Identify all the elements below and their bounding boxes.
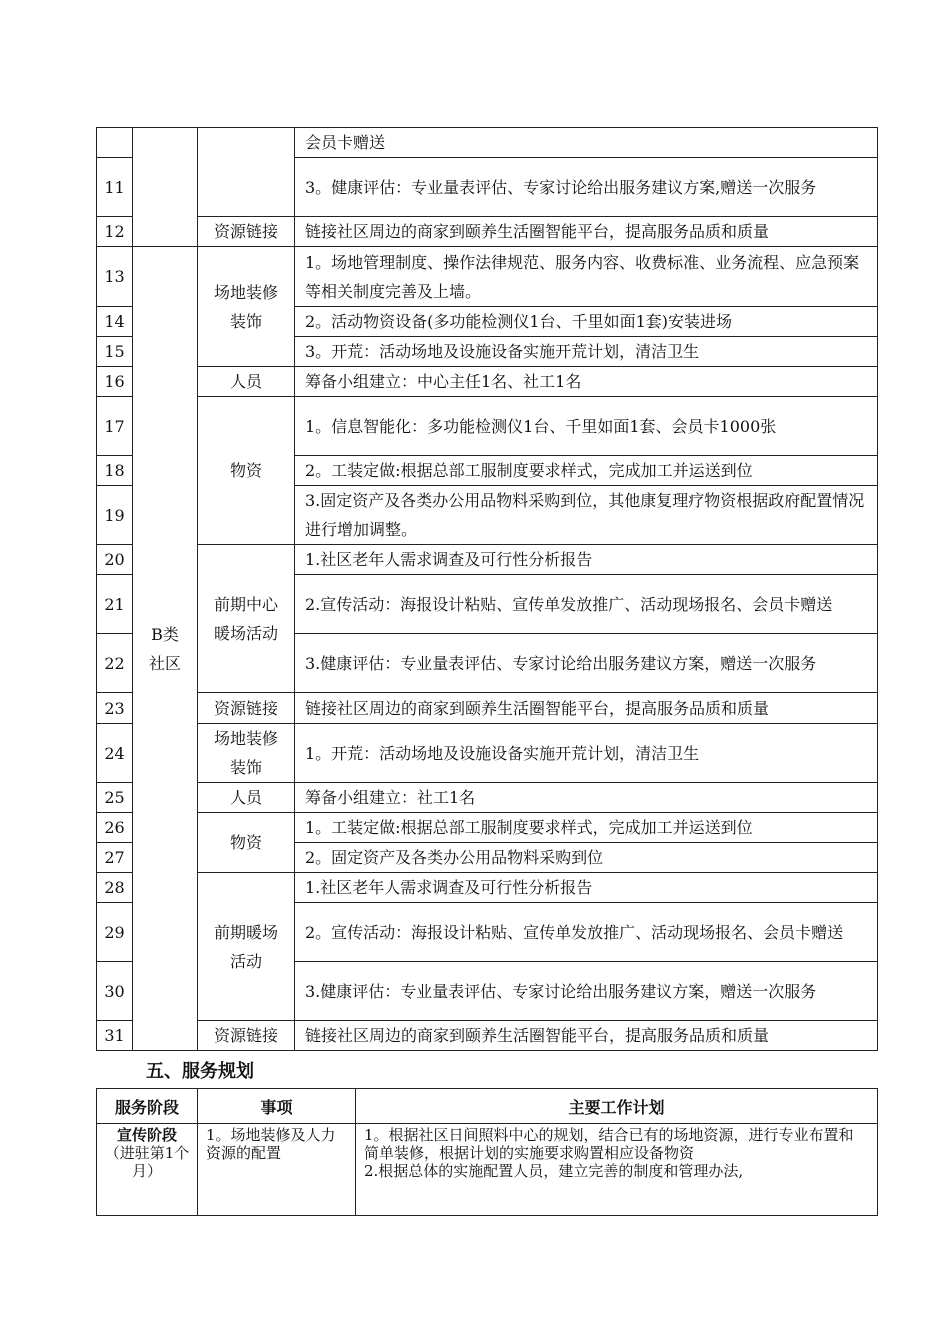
row-number: 14 (97, 307, 133, 337)
row-description: 1。信息智能化：多功能检测仪1台、千里如面1套、会员卡1000张 (295, 397, 878, 456)
row-number: 28 (97, 873, 133, 903)
row-description: 1。工装定做:根据总部工服制度要求样式，完成加工并运送到位 (295, 813, 878, 843)
row-description: 2。活动物资设备(多功能检测仪1台、千里如面1套)安装进场 (295, 307, 878, 337)
category-supplies: 物资 (198, 813, 295, 873)
row-number: 24 (97, 724, 133, 783)
row-number (97, 128, 133, 158)
category-supplies: 物资 (198, 397, 295, 545)
service-plan-table (96, 1088, 878, 1216)
row-number: 18 (97, 456, 133, 486)
category-early-line2: 暖场活动 (213, 623, 278, 643)
row-number: 15 (97, 337, 133, 367)
category-resource-link: 资源链接 (198, 693, 295, 724)
row-description: 链接社区周边的商家到颐养生活圈智能平台，提高服务品质和质量 (295, 693, 878, 724)
row-description: 3。健康评估：专业量表评估、专家讨论给出服务建议方案,赠送一次服务 (295, 158, 878, 217)
row-description: 1。场地管理制度、操作法律规范、服务内容、收费标准、业务流程、应急预案等相关制度完善及上墙。 (295, 247, 878, 307)
category-staff: 人员 (198, 783, 295, 813)
row-description: 1.社区老年人需求调查及可行性分析报告 (295, 545, 878, 575)
category-venue-c (198, 724, 295, 783)
category-warm-line1: 前期暖场 (213, 922, 278, 942)
category-cell-blank (198, 128, 295, 217)
row-description: 1.社区老年人需求调查及可行性分析报告 (295, 873, 878, 903)
row-description: 链接社区周边的商家到颐养生活圈智能平台，提高服务品质和质量 (295, 1021, 878, 1051)
row-description: 1。开荒：活动场地及设施设备实施开荒计划，清洁卫生 (295, 724, 878, 783)
group-b-line2: 社区 (148, 653, 181, 673)
row-number: 21 (97, 575, 133, 634)
stage-cell (97, 1124, 198, 1216)
row-number: 20 (97, 545, 133, 575)
header-plan: 主要工作计划 (356, 1089, 878, 1124)
category-venue-line2: 装饰 (229, 311, 262, 331)
row-number: 27 (97, 843, 133, 873)
row-number: 29 (97, 903, 133, 962)
row-description: 3.健康评估：专业量表评估、专家讨论给出服务建议方案，赠送一次服务 (295, 962, 878, 1021)
row-number: 30 (97, 962, 133, 1021)
category-early-line1: 前期中心 (213, 594, 278, 614)
group-cell-a (133, 128, 198, 247)
header-item: 事项 (198, 1089, 356, 1124)
row-description: 3。开荒：活动场地及设施设备实施开荒计划，清洁卫生 (295, 337, 878, 367)
category-resource-link: 资源链接 (198, 217, 295, 247)
category-warm-line2: 活动 (229, 951, 262, 971)
category-venue-line1: 场地装修 (213, 729, 278, 748)
category-venue (198, 247, 295, 367)
row-number: 13 (97, 247, 133, 307)
row-description: 3.固定资产及各类办公用品物料采购到位，其他康复理疗物资根据政府配置情况进行增加调整。 (295, 486, 878, 545)
row-number: 31 (97, 1021, 133, 1051)
category-early-warm (198, 873, 295, 1021)
row-number: 19 (97, 486, 133, 545)
section-heading: 五、服务规划 (146, 1061, 254, 1082)
item-cell: 1。场地装修及人力资源的配置 (198, 1124, 356, 1216)
category-early-center (198, 545, 295, 693)
group-b-line1: B类 (151, 624, 179, 644)
community-plan-table (96, 127, 878, 1051)
row-description: 2。固定资产及各类办公用品物料采购到位 (295, 843, 878, 873)
plan-cell (356, 1124, 878, 1216)
row-number: 23 (97, 693, 133, 724)
row-description: 筹备小组建立：社工1名 (295, 783, 878, 813)
row-number: 11 (97, 158, 133, 217)
category-venue-line2: 装饰 (229, 758, 262, 777)
row-description: 2.宣传活动：海报设计粘贴、宣传单发放推广、活动现场报名、会员卡赠送 (295, 575, 878, 634)
row-number: 26 (97, 813, 133, 843)
row-number: 17 (97, 397, 133, 456)
row-number: 12 (97, 217, 133, 247)
stage-name: 宣传阶段 (116, 1126, 177, 1144)
row-number: 16 (97, 367, 133, 397)
category-resource-link: 资源链接 (198, 1021, 295, 1051)
group-cell-b (133, 247, 198, 1051)
row-description: 筹备小组建立：中心主任1名、社工1名 (295, 367, 878, 397)
row-description: 链接社区周边的商家到颐养生活圈智能平台，提高服务品质和质量 (295, 217, 878, 247)
row-description: 3.健康评估：专业量表评估、专家讨论给出服务建议方案，赠送一次服务 (295, 634, 878, 693)
header-stage: 服务阶段 (97, 1089, 198, 1124)
plan-item-1: 1。根据社区日间照料中心的规划，结合已有的场地资源，进行专业布置和简单装修，根据计划的实施要求购置相应设备物资 (364, 1126, 854, 1162)
category-venue-line1: 场地装修 (213, 282, 278, 302)
row-number: 25 (97, 783, 133, 813)
row-description: 2。宣传活动：海报设计粘贴、宣传单发放推广、活动现场报名、会员卡赠送 (295, 903, 878, 962)
category-staff: 人员 (198, 367, 295, 397)
stage-period: （进驻第1个月） (104, 1144, 190, 1180)
row-number: 22 (97, 634, 133, 693)
plan-item-2: 2.根据总体的实施配置人员，建立完善的制度和管理办法, (364, 1162, 744, 1180)
row-description: 2。工装定做:根据总部工服制度要求样式，完成加工并运送到位 (295, 456, 878, 486)
row-description: 会员卡赠送 (295, 128, 878, 158)
